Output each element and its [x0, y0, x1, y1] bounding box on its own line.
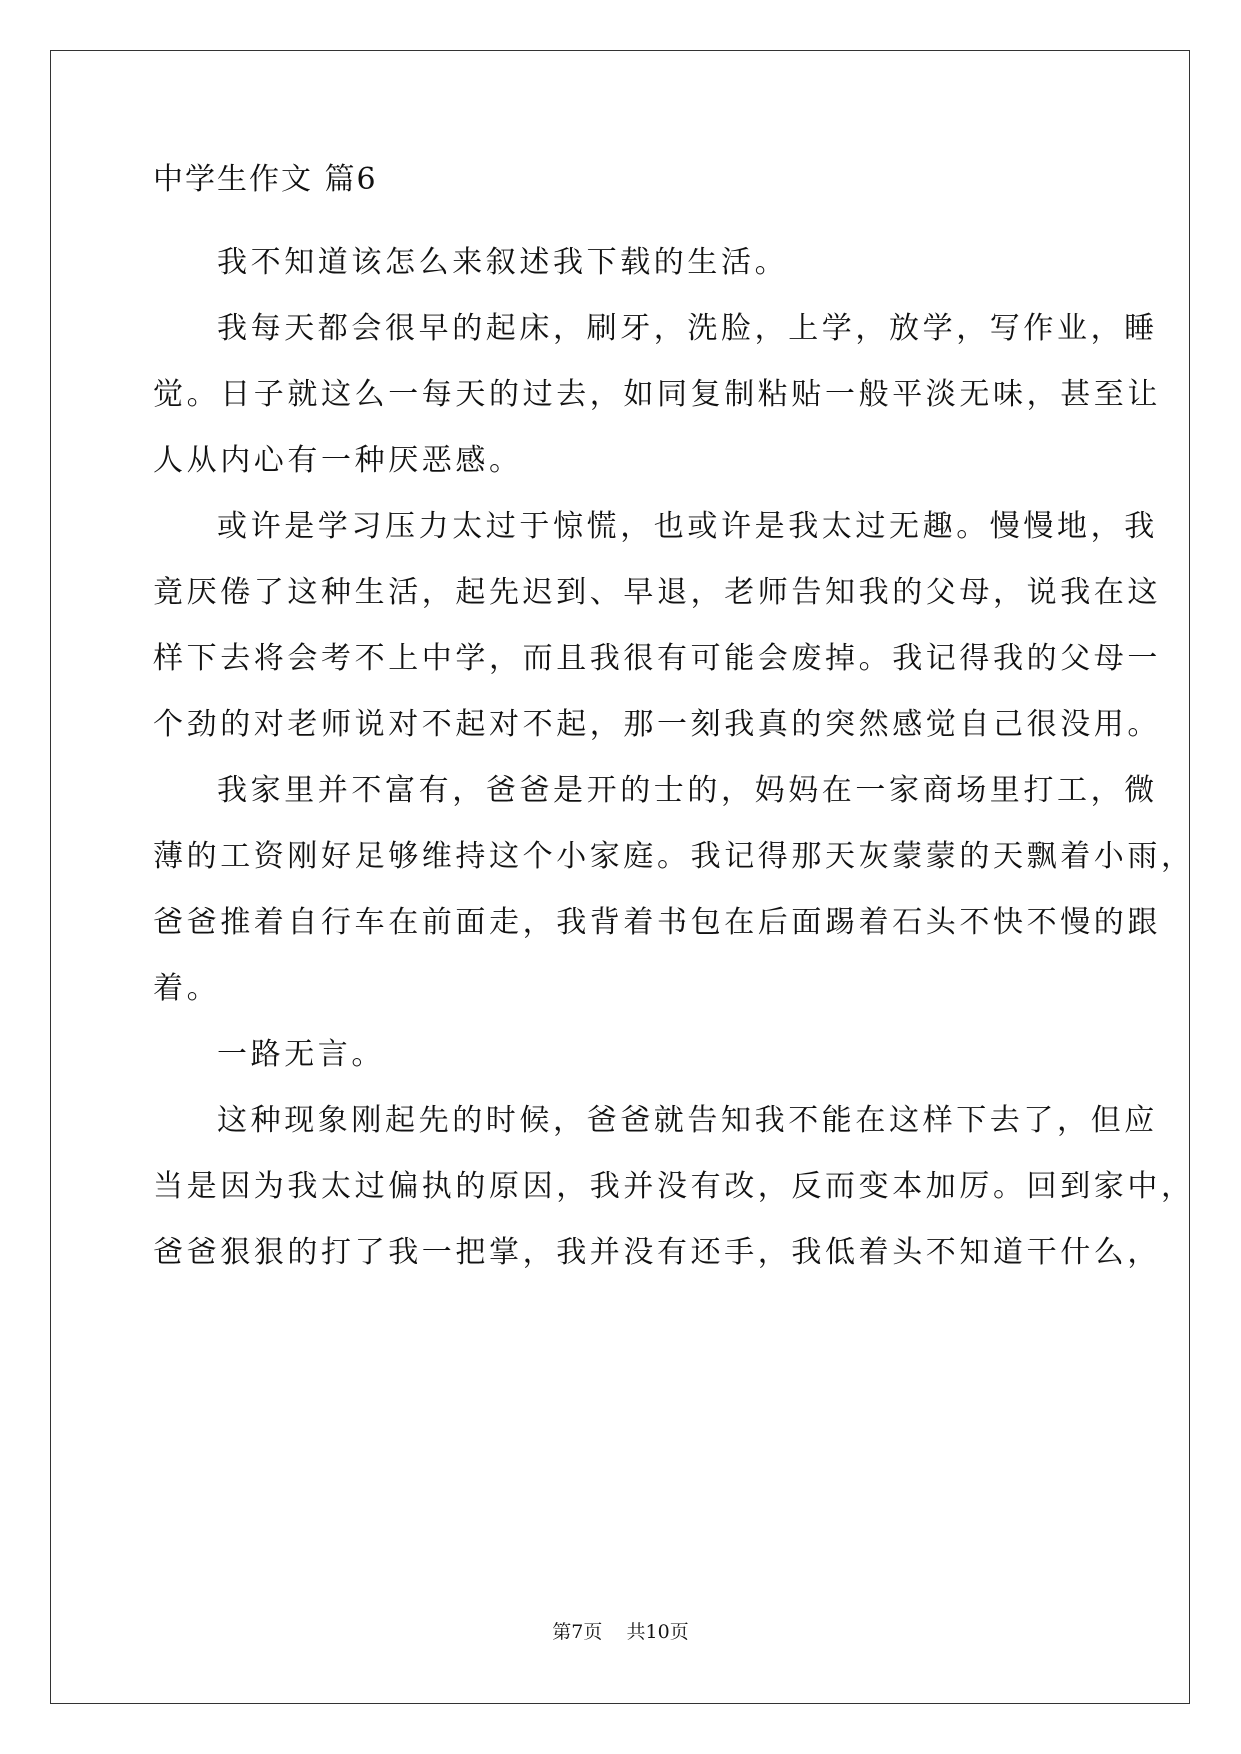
paragraph-line: 爸爸推着自行车在前面走，我背着书包在后面踢着石头不快不慢的跟 [153, 905, 1161, 940]
paragraph-3 [153, 494, 1161, 758]
paragraph-4 [153, 758, 1195, 1022]
paragraph-2 [153, 296, 1161, 494]
paragraph-line: 薄的工资刚好足够维持这个小家庭。我记得那天灰蒙蒙的天飘着小雨， [153, 839, 1195, 874]
paragraph-line: 样下去将会考不上中学，而且我很有可能会废掉。我记得我的父母一 [153, 641, 1161, 676]
paragraph-line: 爸爸狠狠的打了我一把掌，我并没有还手，我低着头不知道干什么， [153, 1235, 1161, 1270]
paragraph-line: 着。 [153, 971, 221, 1006]
essay-heading: 中学生作文 篇6 [153, 162, 378, 197]
paragraph-line: 人从内心有一种厌恶感。 [153, 443, 523, 478]
document-body [153, 160, 1195, 1286]
paragraph-line: 我每天都会很早的起床，刷牙，洗脸，上学，放学，写作业，睡 [217, 311, 1158, 346]
paragraph-line: 我不知道该怎么来叙述我下载的生活。 [217, 245, 789, 280]
paragraph-5 [153, 1022, 1093, 1088]
page-footer [0, 1620, 1241, 1644]
paragraph-line: 我家里并不富有，爸爸是开的士的，妈妈在一家商场里打工，微 [217, 773, 1158, 808]
paragraph-line: 个劲的对老师说对不起对不起，那一刻我真的突然感觉自己很没用。 [153, 707, 1161, 742]
page-number: 第7页 [552, 1621, 603, 1643]
paragraph-line: 这种现象刚起先的时候，爸爸就告知我不能在这样下去了，但应 [217, 1103, 1158, 1138]
paragraph-line: 竟厌倦了这种生活，起先迟到、早退，老师告知我的父母，说我在这 [153, 575, 1161, 610]
paragraph-line: 觉。日子就这么一每天的过去，如同复制粘贴一般平淡无味，甚至让 [153, 377, 1161, 412]
paragraph-6 [153, 1088, 1195, 1286]
paragraph-line: 或许是学习压力太过于惊慌，也或许是我太过无趣。慢慢地，我 [217, 509, 1158, 544]
paragraph-line: 当是因为我太过偏执的原因，我并没有改，反而变本加厉。回到家中， [153, 1169, 1195, 1204]
paragraph-1 [153, 230, 1093, 296]
paragraph-line: 一路无言。 [217, 1037, 385, 1072]
page-total: 共10页 [626, 1621, 689, 1643]
